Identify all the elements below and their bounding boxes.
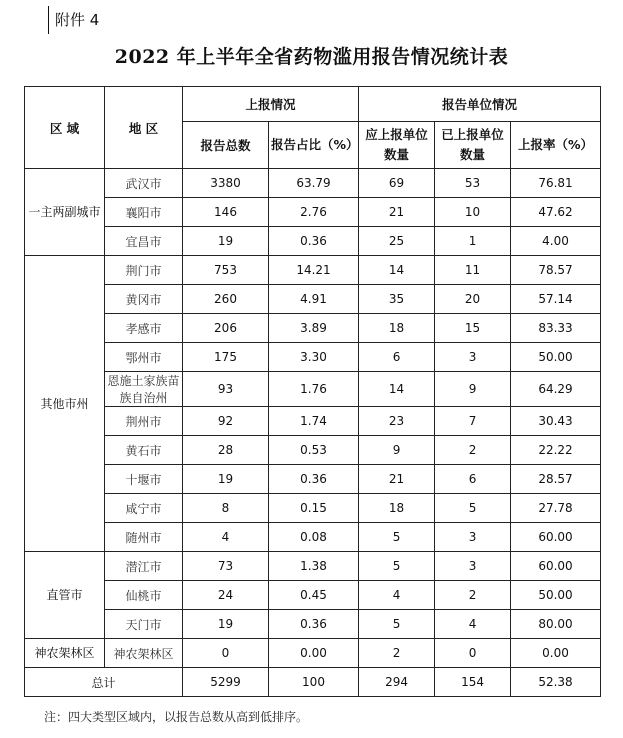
- units-required-cell: 35: [359, 285, 435, 314]
- table-row: [25, 494, 601, 523]
- units-reported-cell: 1: [435, 227, 511, 256]
- report-share-cell: 1.76: [269, 372, 359, 407]
- units-required-cell: 5: [359, 523, 435, 552]
- area-cell: 荆门市: [105, 256, 183, 285]
- report-rate-cell: 47.62: [511, 198, 601, 227]
- table-row: [25, 465, 601, 494]
- units-required-cell: 14: [359, 372, 435, 407]
- units-reported-cell: 3: [435, 523, 511, 552]
- table-body: [25, 169, 601, 697]
- area-cell: 荆州市: [105, 407, 183, 436]
- region-cell: 其他市州: [25, 256, 105, 552]
- header-units-reported: 已上报单位数量: [435, 122, 511, 169]
- total-reports-cell: 93: [183, 372, 269, 407]
- units-required-cell: 4: [359, 581, 435, 610]
- area-cell: 鄂州市: [105, 343, 183, 372]
- report-rate-cell: 50.00: [511, 581, 601, 610]
- area-cell: 恩施土家族苗族自治州: [105, 372, 183, 407]
- area-cell: 宜昌市: [105, 227, 183, 256]
- report-rate-cell: 57.14: [511, 285, 601, 314]
- units-required-cell: 69: [359, 169, 435, 198]
- table-row: [25, 523, 601, 552]
- total-reports-cell: 175: [183, 343, 269, 372]
- units-reported-cell: 2: [435, 581, 511, 610]
- units-reported-cell: 9: [435, 372, 511, 407]
- report-share-cell: 0.53: [269, 436, 359, 465]
- header-report-group: 上报情况: [183, 87, 359, 122]
- total-report-rate-cell: 52.38: [511, 668, 601, 697]
- total-label: 总计: [25, 668, 183, 697]
- units-reported-cell: 11: [435, 256, 511, 285]
- total-reports-cell: 146: [183, 198, 269, 227]
- report-share-cell: 14.21: [269, 256, 359, 285]
- attachment-label: 附件 4: [48, 6, 99, 34]
- total-reports-cell: 8: [183, 494, 269, 523]
- table-row: [25, 552, 601, 581]
- total-reports-cell: 19: [183, 610, 269, 639]
- header-report-share: 报告占比（%）: [269, 122, 359, 169]
- table-row: [25, 314, 601, 343]
- report-share-cell: 1.38: [269, 552, 359, 581]
- units-required-cell: 21: [359, 198, 435, 227]
- units-required-cell: 18: [359, 494, 435, 523]
- units-required-cell: 23: [359, 407, 435, 436]
- area-cell: 天门市: [105, 610, 183, 639]
- report-rate-cell: 50.00: [511, 343, 601, 372]
- total-reports-cell: 260: [183, 285, 269, 314]
- table-row: [25, 343, 601, 372]
- units-reported-cell: 7: [435, 407, 511, 436]
- header-total-reports: 报告总数: [183, 122, 269, 169]
- report-share-cell: 3.89: [269, 314, 359, 343]
- table-row: [25, 610, 601, 639]
- total-units-required-cell: 294: [359, 668, 435, 697]
- region-cell: 神农架林区: [25, 639, 105, 668]
- units-required-cell: 18: [359, 314, 435, 343]
- report-rate-cell: 76.81: [511, 169, 601, 198]
- total-reports-cell: 19: [183, 465, 269, 494]
- table-row: [25, 169, 601, 198]
- report-share-cell: 0.08: [269, 523, 359, 552]
- report-share-cell: 0.36: [269, 610, 359, 639]
- header-units-required: 应上报单位数量: [359, 122, 435, 169]
- report-share-cell: 0.36: [269, 227, 359, 256]
- report-share-cell: 0.36: [269, 465, 359, 494]
- total-reports-cell: 24: [183, 581, 269, 610]
- report-rate-cell: 30.43: [511, 407, 601, 436]
- total-row: [25, 668, 601, 697]
- units-required-cell: 6: [359, 343, 435, 372]
- report-rate-cell: 78.57: [511, 256, 601, 285]
- report-rate-cell: 60.00: [511, 523, 601, 552]
- report-share-cell: 2.76: [269, 198, 359, 227]
- units-reported-cell: 5: [435, 494, 511, 523]
- total-reports-cell: 92: [183, 407, 269, 436]
- report-rate-cell: 4.00: [511, 227, 601, 256]
- total-reports-cell: 206: [183, 314, 269, 343]
- table-row: [25, 639, 601, 668]
- units-reported-cell: 0: [435, 639, 511, 668]
- area-cell: 黄冈市: [105, 285, 183, 314]
- region-cell: 直管市: [25, 552, 105, 639]
- table-row: [25, 407, 601, 436]
- table-row: [25, 436, 601, 465]
- area-cell: 随州市: [105, 523, 183, 552]
- report-rate-cell: 27.78: [511, 494, 601, 523]
- total-units-reported-cell: 154: [435, 668, 511, 697]
- area-cell: 神农架林区: [105, 639, 183, 668]
- report-share-cell: 0.15: [269, 494, 359, 523]
- report-rate-cell: 0.00: [511, 639, 601, 668]
- units-reported-cell: 3: [435, 552, 511, 581]
- units-required-cell: 25: [359, 227, 435, 256]
- header-region: 区 域: [25, 87, 105, 169]
- units-required-cell: 14: [359, 256, 435, 285]
- units-reported-cell: 2: [435, 436, 511, 465]
- units-reported-cell: 3: [435, 343, 511, 372]
- total-reports-cell: 0: [183, 639, 269, 668]
- units-required-cell: 9: [359, 436, 435, 465]
- table-row: [25, 256, 601, 285]
- area-cell: 十堰市: [105, 465, 183, 494]
- page-title: 2022 年上半年全省药物滥用报告情况统计表: [114, 46, 509, 68]
- report-share-cell: 0.45: [269, 581, 359, 610]
- table-row: [25, 227, 601, 256]
- report-share-cell: 4.91: [269, 285, 359, 314]
- header-area: 地 区: [105, 87, 183, 169]
- units-reported-cell: 20: [435, 285, 511, 314]
- table-row: [25, 285, 601, 314]
- total-total-reports-cell: 5299: [183, 668, 269, 697]
- header-report-rate: 上报率（%）: [511, 122, 601, 169]
- report-rate-cell: 60.00: [511, 552, 601, 581]
- units-reported-cell: 10: [435, 198, 511, 227]
- units-reported-cell: 53: [435, 169, 511, 198]
- total-reports-cell: 3380: [183, 169, 269, 198]
- report-share-cell: 1.74: [269, 407, 359, 436]
- units-required-cell: 5: [359, 552, 435, 581]
- total-report-share-cell: 100: [269, 668, 359, 697]
- report-share-cell: 3.30: [269, 343, 359, 372]
- total-reports-cell: 28: [183, 436, 269, 465]
- units-reported-cell: 4: [435, 610, 511, 639]
- report-share-cell: 0.00: [269, 639, 359, 668]
- report-share-cell: 63.79: [269, 169, 359, 198]
- report-rate-cell: 83.33: [511, 314, 601, 343]
- area-cell: 咸宁市: [105, 494, 183, 523]
- table-row: [25, 372, 601, 407]
- area-cell: 仙桃市: [105, 581, 183, 610]
- area-cell: 黄石市: [105, 436, 183, 465]
- total-reports-cell: 19: [183, 227, 269, 256]
- report-rate-cell: 64.29: [511, 372, 601, 407]
- table-row: [25, 581, 601, 610]
- area-cell: 武汉市: [105, 169, 183, 198]
- units-required-cell: 5: [359, 610, 435, 639]
- total-reports-cell: 753: [183, 256, 269, 285]
- table-header: [25, 87, 601, 169]
- footnote: 注：四大类型区域内，以报告总数从高到低排序。: [44, 710, 309, 724]
- area-cell: 襄阳市: [105, 198, 183, 227]
- units-required-cell: 21: [359, 465, 435, 494]
- region-cell: 一主两副城市: [25, 169, 105, 256]
- header-unit-group: 报告单位情况: [359, 87, 601, 122]
- report-rate-cell: 80.00: [511, 610, 601, 639]
- total-reports-cell: 4: [183, 523, 269, 552]
- units-reported-cell: 6: [435, 465, 511, 494]
- statistics-table: [24, 86, 601, 697]
- units-required-cell: 2: [359, 639, 435, 668]
- area-cell: 潜江市: [105, 552, 183, 581]
- total-reports-cell: 73: [183, 552, 269, 581]
- area-cell: 孝感市: [105, 314, 183, 343]
- report-rate-cell: 22.22: [511, 436, 601, 465]
- units-reported-cell: 15: [435, 314, 511, 343]
- table-row: [25, 198, 601, 227]
- report-rate-cell: 28.57: [511, 465, 601, 494]
